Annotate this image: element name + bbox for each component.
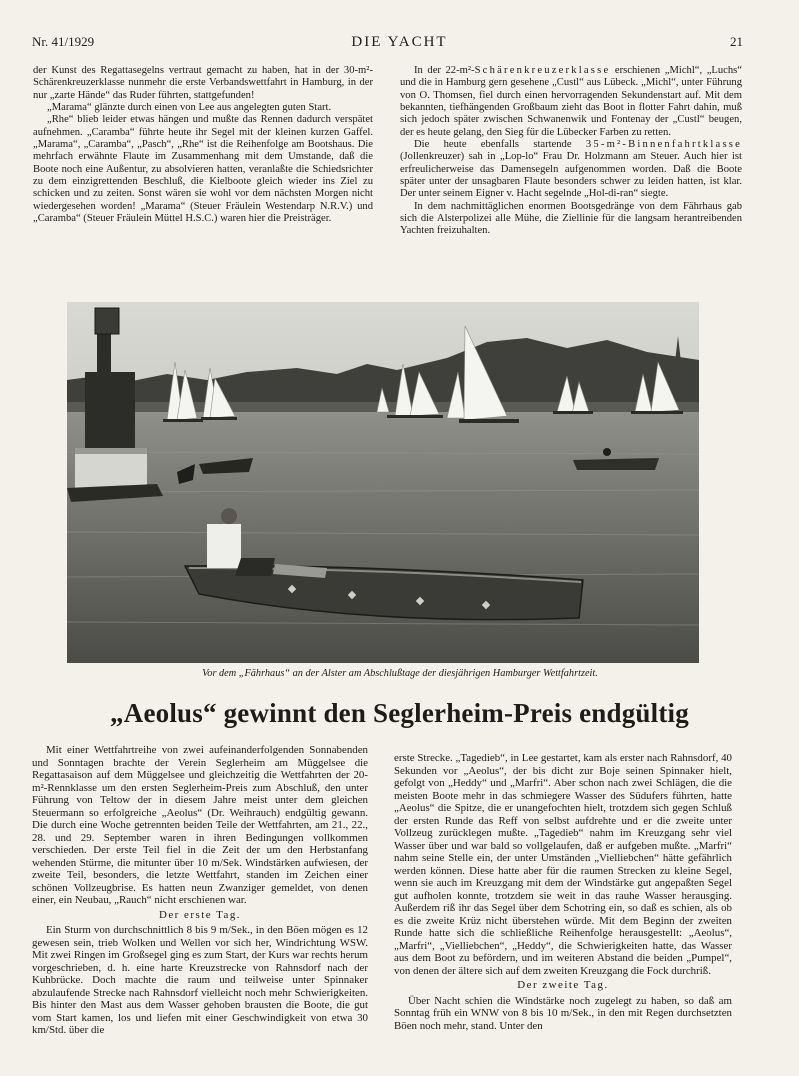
paragraph: Mit einer Wettfahrtreihe von zwei aufeinanderfolgenden Sonnabenden und Sonntagen brachte der Verein Seglerheim am Müggelsee die Regattasaison auf dem Müggelsee und gleichzeitig die Wettfahrten der 20-m²-Rennklasse um den ersten Seglerheim-Preis zum Abschluß, den unter Führung von Teltow der in diesem Jahre meist unter dem gleichen Steuermann so erfolgreiche „Aeolus“ (Dr. Weihrauch) endgültig gewann. Die durch eine Woche getrennten beiden Teile der Wettfahrten, am 21., 22., 28. und 29. September waren in ihren Bedingungen vollkommen verschieden. Der erste Teil fiel in die Zeit der um den Herbstanfang wehenden Stürme, die mitunter über 10 m/Sek. Windstärken aufwiesen, der zweite Teil, besonders, die letzte Wettfahrt, standen im Zeichen einer schönen Vollzeugbrise. Es hatten neun Zwanziger gemeldet, von denen einer, ein Neubau, „Rauch“ nicht erschienen war. [32, 744, 368, 906]
paragraph-lead: In der 22-m²- [414, 65, 475, 76]
class-name: Schärenkreuzerklasse [474, 65, 611, 76]
paragraph: „Rhe“ blieb leider etwas hängen und mußte das Rennen dadurch verspätet aufnehmen. „Caramba“ führte heute ihr Segel mit der kleinen kurzen Gaffel. „Marama“, „Caramba“, „Pasch“, „Rhe“ ist die Reihenfolge am Bootshaus. Die mehrfach erwähnte Flaute im Zusammenhang mit dem Umstande, daß die Boote noch eine Außentur, zu absolvieren hatten, veranlaßte die Schiedsrichter zu dem einzigrettenden Beschluß, die Kielboote gleich wieder ins Ziel zu schicken und zu zeiten. Sonst wären sie wohl vor dem nächsten Morgen nicht wiedergesehen worden! „Marama“ (Steuer Fräulein Westendarp N.R.V.) und „Caramba“ (Steuer Fräulein Müttel H.S.C.) waren hier die Preisträger. [33, 114, 373, 225]
magazine-title: DIE YACHT [351, 34, 448, 50]
top-right-column [400, 65, 742, 238]
paragraph: Über Nacht schien die Windstärke noch zugelegt zu haben, so daß am Sonntag früh ein WNW von 8 bis 10 m/Sek., in den mit Regen durchsetzten Böen noch mehr, stand. Unter den [394, 994, 732, 1032]
paragraph: Ein Sturm von durchschnittlich 8 bis 9 m/Sek., in den Böen mögen es 12 gewesen sein, trieb Wolken und Wellen vor sich her, Windrichtung WSW. Mit zwei Ringen im Großsegel ging es zum Start, der Kurs war rechts herum vorgeschrieben, d. h. eine harte Kreuzstrecke von Rahnsdorf nach der Kuhbrücke. Doch machte die raum und teilweise unter Spinnaker abzulaufende Strecke nach Rahnsdorf vielleicht noch mehr Schwierigkeiten. Bis hinter den Mast aus dem Wasser gehoben brausten die Boote, die gut vom Start kamen, los und liefen mit einer Geschwindigkeit von etwa 30 km/Std. über die [32, 924, 368, 1036]
paragraph [400, 139, 742, 201]
paragraph [400, 65, 742, 139]
photo-illustration [67, 302, 699, 663]
page-number: 21 [730, 34, 743, 49]
article-left-column [32, 744, 368, 1037]
section-subheading: Der zweite Tag. [517, 979, 609, 991]
class-name: 35-m²-Binnenfahrtklasse [585, 139, 742, 151]
paragraph: der Kunst des Regattasegelns vertraut gemacht zu haben, hat in der 30-m²-Schärenkreuzerklasse nunmehr die erste Verbandswettfahrt in Hamburg, in der nur „zarte Hände“ das Ruder führten, stattgefunden! [33, 65, 373, 101]
article-headline: „Aeolus“ gewinnt den Seglerheim-Preis endgültig [110, 698, 689, 728]
paragraph: In dem nachmittäglichen enormen Bootsgedränge von dem Fährhaus gab sich die Alsterpolizei alle Mühe, die Ziellinie für die langsam herantreibenden Yachten freizuhalten. [400, 200, 742, 237]
sailing-photo [67, 302, 699, 663]
paragraph-rest: erschienen „Michl“, „Luchs“ und die in Hamburg gern gesehene „Custl“ aus Lübeck. „Michl“, unter Führung von O. Thomsen, fiel durch einen hervorragenden Sekundenstart auf. Mit dem bekannten, tiefhängenden Großbaum zieht das Boot in flotter Fahrt dahin, muß sich jedoch später zwischen Schwanenwik und Fontenay der „Custl“ beugen, der es heute gelang, den Sieg für die Lübecker Farben zu retten. [400, 65, 743, 138]
paragraph: erste Strecke. „Tagedieb“, in Lee gestartet, kam als erster nach Rahnsdorf, 40 Sekunden vor „Aeolus“, der bis dicht zur Boje seinen Spinnaker hielt, gefolgt von „Heddy“ und „Marfri“. Aber schon nach zwei Schlägen, die die meisten Boote mehr in das schmiegere Wasser des Südufers führten, hatte „Aeolus“ die Spitze, die er unangefochten hielt, trotzdem sich gegen Schluß der ersten Runde das Reff von selbst aufdrehte und er die zweite unter Vollzeug zurücklegen mußte. „Tagedieb“ nahm im Kreuzgang sehr viel Wasser über und war bald so vollgelaufen, daß er aufgeben mußte. „Marfri“ nahm seine Stelle ein, der unter Umständen „Vielliebchen“ hätte gefährlich werden können. Diese hatte aber für die raumen Strecken zu kleine Segel, wenn sie auch im Kreuzgang mit dem der Windstärke gut angepaßten Segel gut aufholen konnte, trotzdem sie weit in das rauhe Wasser herausging. Außerdem riß ihr das Segel über dem Schotring ein, so daß es schien, als ob es die zweite Krüz nicht überstehen würde. Mit dem Beginn der zweiten Runde hatte sich die schließliche Reihenfolge herausgestellt: „Aeolus“, „Marfri“, „Vielliebchen“, „Heddy“, die Schwierigkeiten hatte, das Wasser aus dem Boot zu befördern, und im weiteren Abstand die beiden „Pumpel“, von denen der ältere sich auf dem zweiten Kreuzgang die Fock durchriß. [394, 752, 732, 977]
paragraph: „Marama“ glänzte durch einen von Lee aus angelegten guten Start. [47, 102, 332, 114]
section-subheading: Der erste Tag. [158, 908, 242, 921]
paragraph-lead: Die heute ebenfalls startende [414, 139, 586, 151]
paragraph-rest: (Jollenkreuzer) sah in „Lop-lo“ Frau Dr. Holzmann am Steuer. Auch hier ist erfreulicherweise das Damensegeln aufgenommen worden. Daß die Boote später unter der unsagbaren Flaute besonders schwer zu leiden hatten, ist klar. Der unter seinem Eigner v. Hacht segelnde „Hol-di-ran“ siegte. [400, 151, 742, 200]
top-left-column [33, 65, 373, 225]
issue-number: Nr. 41/1929 [32, 34, 95, 49]
article-right-column [394, 752, 732, 1032]
photo-caption: Vor dem „Fährhaus“ an der Alster am Abschlußtage der diesjährigen Hamburger Wettfahrtzeit. [202, 668, 598, 679]
